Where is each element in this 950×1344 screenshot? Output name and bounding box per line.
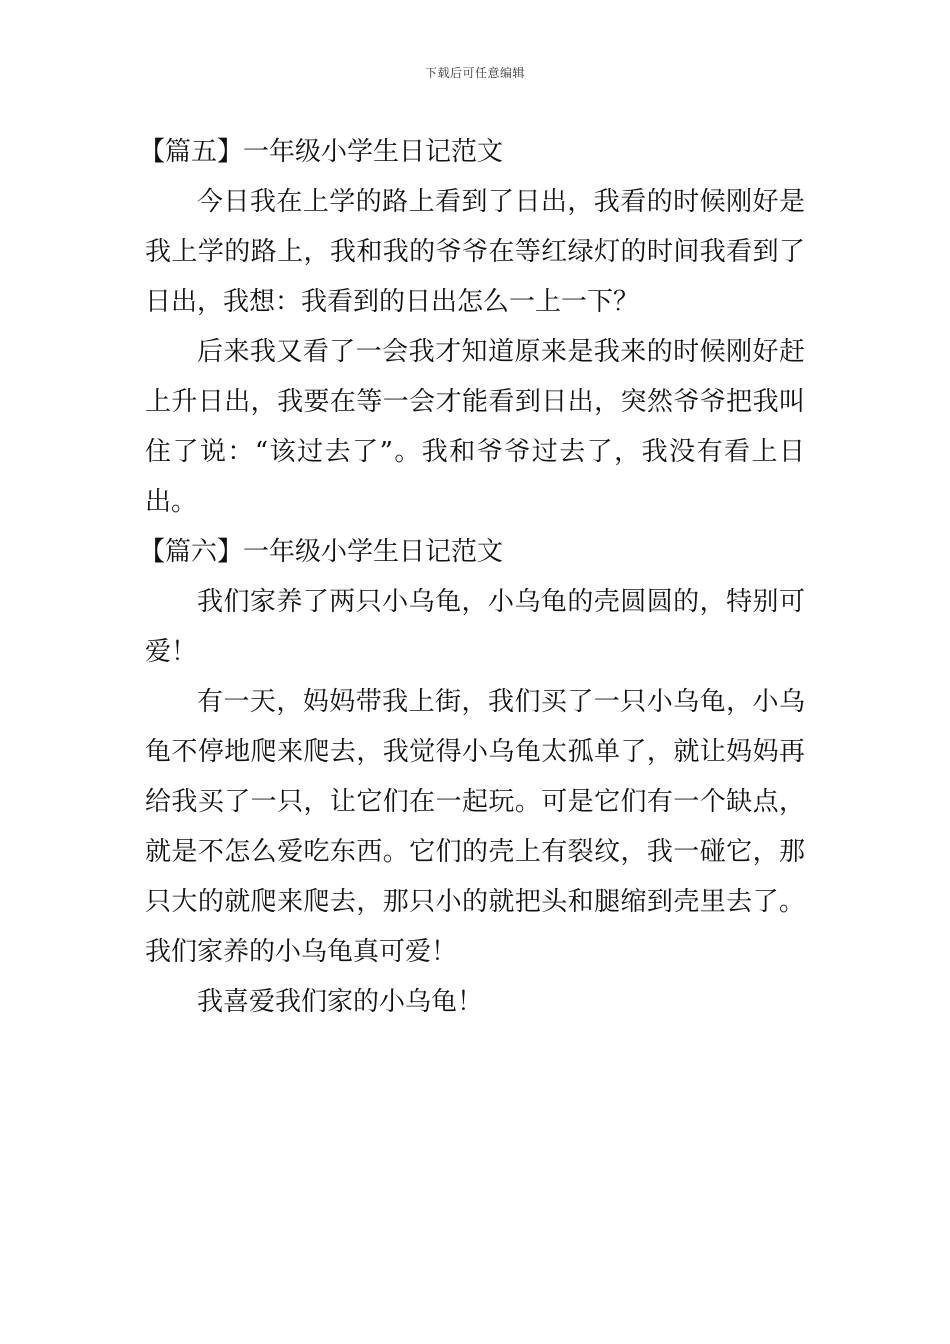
paragraph-5-1: 今日我在上学的路上看到了日出，我看的时候刚好是我上学的路上，我和我的爷爷在等红绿灯的时间我看到了日出，我想：我看到的日出怎么一上一下？ [145,187,805,317]
section-title-6: 【篇六】一年级小学生日记范文 [139,537,504,567]
header-note: 下载后可任意编辑 [424,66,525,80]
paragraph-6-2: 有一天，妈妈带我上街，我们买了一只小乌龟，小乌龟不停地爬来爬去，我觉得小乌龟太孤单了，就让妈妈再给我买了一只，让它们在一起玩。可是它们有一个缺点，就是不怎么爱吃东西。它们的壳上有裂纹，我一碰它，那只大的就爬来爬去，那只小的就把头和腿缩到壳里去了。我们家养的小乌龟真可爱！ [145,687,805,967]
paragraph-6-3: 我喜爱我们家的小乌龟！ [197,987,484,1017]
document-body [139,127,805,1027]
section-title-5: 【篇五】一年级小学生日记范文 [139,137,504,167]
paragraph-5-2: 后来我又看了一会我才知道原来是我来的时候刚好赶上升日出，我要在等一会才能看到日出，突然爷爷把我叫住了说：“该过去了”。我和爷爷过去了，我没有看上日出。 [145,337,805,517]
paragraph-6-1: 我们家养了两只小乌龟，小乌龟的壳圆圆的，特别可爱！ [145,587,805,667]
